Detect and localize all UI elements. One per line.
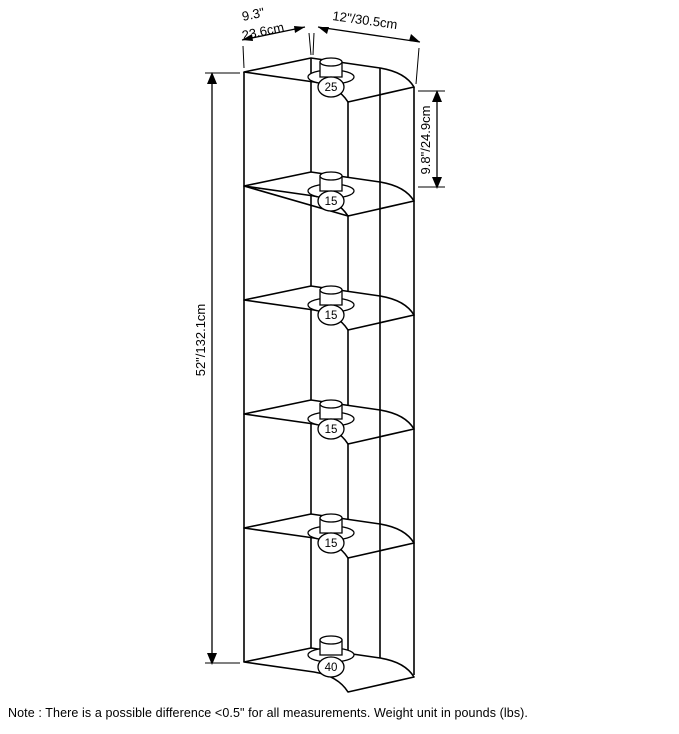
width-top-ext-2: [416, 48, 419, 84]
weight-value-2: 15: [324, 196, 338, 208]
weight-value-6: 40: [324, 662, 338, 674]
width-top-arrow-start: [318, 27, 329, 34]
depth-left-ext-2: [309, 33, 311, 55]
depth-left-arrow-end: [294, 26, 305, 33]
weight-value-5: 15: [324, 538, 338, 550]
spacing-arrow-top: [432, 90, 442, 102]
depth-left-label-line1: 9.3": [240, 4, 266, 24]
weight-value-3: 15: [324, 310, 338, 322]
weight-value-4: 15: [324, 424, 338, 436]
weight-capacity-markers: [308, 58, 354, 677]
width-top-dimension-line: [318, 27, 420, 42]
height-total-label: 52"/132.1cm: [193, 303, 208, 377]
width-top-arrow-end: [409, 34, 420, 42]
width-top-ext-1: [313, 33, 314, 55]
shelf-structure: [244, 58, 414, 692]
measurement-note: Note : There is a possible difference <0.5" for all measurements. Weight unit in pounds (lbs).: [8, 706, 529, 720]
width-top-label: 12"/30.5cm: [331, 8, 399, 33]
shelf-spacing-label: 9.8"/24.9cm: [418, 105, 433, 175]
depth-left-label-line2: 23.6cm: [240, 19, 286, 43]
dimension-lines: [205, 26, 445, 665]
depth-left-ext-1: [243, 46, 244, 68]
weight-value-1: 25: [324, 82, 338, 94]
height-arrow-top: [207, 72, 217, 84]
